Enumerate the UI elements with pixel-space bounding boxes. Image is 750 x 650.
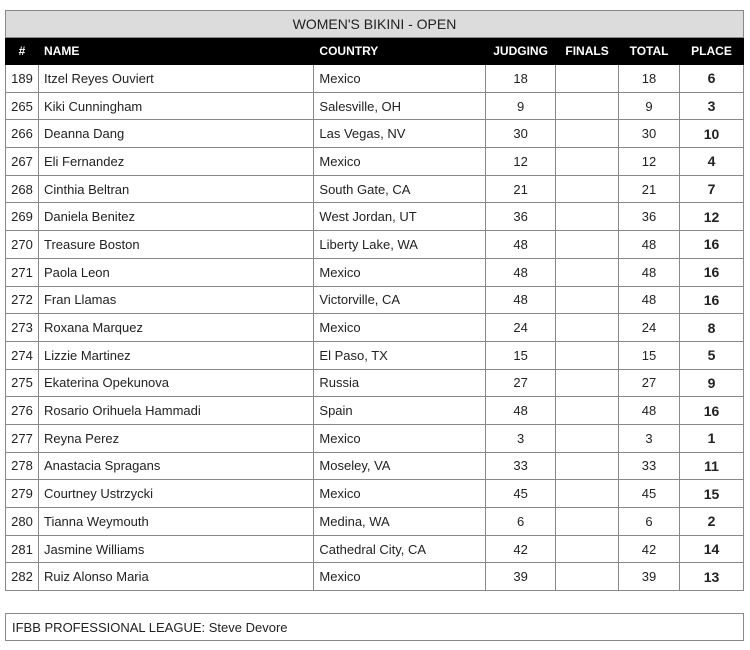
footer-official: IFBB PROFESSIONAL LEAGUE: Steve Devore — [5, 613, 744, 641]
cell-country: Liberty Lake, WA — [314, 231, 486, 259]
cell-finals — [556, 535, 619, 563]
cell-name: Kiki Cunningham — [38, 92, 313, 120]
cell-total: 36 — [619, 203, 680, 231]
cell-judging: 48 — [486, 231, 556, 259]
cell-country: Medina, WA — [314, 508, 486, 536]
cell-finals — [556, 148, 619, 176]
header-total: TOTAL — [619, 38, 680, 65]
cell-num: 265 — [6, 92, 39, 120]
cell-name: Courtney Ustrzycki — [38, 480, 313, 508]
cell-place: 11 — [680, 452, 744, 480]
table-row — [6, 258, 744, 286]
cell-place: 3 — [680, 92, 744, 120]
header-name: NAME — [38, 38, 313, 65]
cell-country: Mexico — [314, 314, 486, 342]
cell-num: 276 — [6, 397, 39, 425]
cell-judging: 48 — [486, 397, 556, 425]
table-row — [6, 148, 744, 176]
table-row — [6, 341, 744, 369]
cell-total: 45 — [619, 480, 680, 508]
cell-total: 24 — [619, 314, 680, 342]
cell-total: 3 — [619, 424, 680, 452]
table-row — [6, 452, 744, 480]
cell-judging: 48 — [486, 286, 556, 314]
cell-finals — [556, 480, 619, 508]
cell-num: 275 — [6, 369, 39, 397]
cell-judging: 18 — [486, 65, 556, 93]
cell-judging: 6 — [486, 508, 556, 536]
cell-num: 282 — [6, 563, 39, 591]
cell-name: Anastacia Spragans — [38, 452, 313, 480]
cell-place: 12 — [680, 203, 744, 231]
cell-total: 9 — [619, 92, 680, 120]
cell-place: 16 — [680, 258, 744, 286]
header-judging: JUDGING — [486, 38, 556, 65]
cell-finals — [556, 508, 619, 536]
cell-country: Spain — [314, 397, 486, 425]
cell-judging: 15 — [486, 341, 556, 369]
table-row — [6, 563, 744, 591]
cell-name: Roxana Marquez — [38, 314, 313, 342]
cell-judging: 39 — [486, 563, 556, 591]
cell-finals — [556, 120, 619, 148]
cell-country: Russia — [314, 369, 486, 397]
cell-finals — [556, 397, 619, 425]
cell-total: 33 — [619, 452, 680, 480]
table-row — [6, 369, 744, 397]
cell-num: 273 — [6, 314, 39, 342]
cell-place: 9 — [680, 369, 744, 397]
cell-num: 270 — [6, 231, 39, 259]
cell-name: Rosario Orihuela Hammadi — [38, 397, 313, 425]
cell-place: 4 — [680, 148, 744, 176]
cell-judging: 24 — [486, 314, 556, 342]
cell-place: 8 — [680, 314, 744, 342]
cell-name: Lizzie Martinez — [38, 341, 313, 369]
cell-judging: 3 — [486, 424, 556, 452]
cell-num: 272 — [6, 286, 39, 314]
table-row — [6, 508, 744, 536]
cell-place: 2 — [680, 508, 744, 536]
cell-country: Mexico — [314, 480, 486, 508]
cell-country: Moseley, VA — [314, 452, 486, 480]
cell-finals — [556, 65, 619, 93]
cell-place: 16 — [680, 286, 744, 314]
cell-place: 14 — [680, 535, 744, 563]
cell-num: 280 — [6, 508, 39, 536]
header-country: COUNTRY — [314, 38, 486, 65]
table-row — [6, 92, 744, 120]
cell-total: 6 — [619, 508, 680, 536]
cell-num: 267 — [6, 148, 39, 176]
table-row — [6, 535, 744, 563]
cell-num: 189 — [6, 65, 39, 93]
cell-name: Treasure Boston — [38, 231, 313, 259]
cell-country: El Paso, TX — [314, 341, 486, 369]
cell-total: 18 — [619, 65, 680, 93]
results-table — [5, 10, 744, 591]
table-row — [6, 175, 744, 203]
cell-place: 16 — [680, 397, 744, 425]
cell-judging: 30 — [486, 120, 556, 148]
table-title: WOMEN'S BIKINI - OPEN — [6, 11, 744, 38]
cell-name: Reyna Perez — [38, 424, 313, 452]
table-row — [6, 314, 744, 342]
cell-country: Las Vegas, NV — [314, 120, 486, 148]
cell-judging: 42 — [486, 535, 556, 563]
cell-finals — [556, 424, 619, 452]
cell-place: 16 — [680, 231, 744, 259]
cell-total: 39 — [619, 563, 680, 591]
cell-name: Deanna Dang — [38, 120, 313, 148]
cell-place: 10 — [680, 120, 744, 148]
cell-num: 269 — [6, 203, 39, 231]
cell-total: 21 — [619, 175, 680, 203]
cell-country: Cathedral City, CA — [314, 535, 486, 563]
cell-country: South Gate, CA — [314, 175, 486, 203]
cell-judging: 48 — [486, 258, 556, 286]
table-row — [6, 286, 744, 314]
cell-total: 48 — [619, 397, 680, 425]
cell-name: Ekaterina Opekunova — [38, 369, 313, 397]
cell-num: 266 — [6, 120, 39, 148]
cell-place: 6 — [680, 65, 744, 93]
cell-judging: 33 — [486, 452, 556, 480]
cell-finals — [556, 203, 619, 231]
cell-name: Tianna Weymouth — [38, 508, 313, 536]
cell-name: Paola Leon — [38, 258, 313, 286]
cell-judging: 36 — [486, 203, 556, 231]
cell-place: 13 — [680, 563, 744, 591]
cell-judging: 9 — [486, 92, 556, 120]
cell-finals — [556, 175, 619, 203]
cell-total: 48 — [619, 258, 680, 286]
cell-finals — [556, 231, 619, 259]
header-num: # — [6, 38, 39, 65]
table-row — [6, 480, 744, 508]
header-finals: FINALS — [556, 38, 619, 65]
cell-total: 15 — [619, 341, 680, 369]
cell-name: Fran Llamas — [38, 286, 313, 314]
cell-finals — [556, 369, 619, 397]
cell-judging: 27 — [486, 369, 556, 397]
cell-name: Jasmine Williams — [38, 535, 313, 563]
cell-num: 277 — [6, 424, 39, 452]
table-row — [6, 65, 744, 93]
cell-place: 1 — [680, 424, 744, 452]
table-row — [6, 397, 744, 425]
cell-num: 278 — [6, 452, 39, 480]
cell-total: 42 — [619, 535, 680, 563]
cell-name: Itzel Reyes Ouviert — [38, 65, 313, 93]
cell-country: Mexico — [314, 148, 486, 176]
cell-judging: 21 — [486, 175, 556, 203]
cell-finals — [556, 258, 619, 286]
cell-country: Mexico — [314, 424, 486, 452]
cell-num: 281 — [6, 535, 39, 563]
cell-judging: 45 — [486, 480, 556, 508]
cell-finals — [556, 563, 619, 591]
cell-country: Mexico — [314, 258, 486, 286]
cell-total: 48 — [619, 286, 680, 314]
cell-country: Mexico — [314, 563, 486, 591]
cell-total: 12 — [619, 148, 680, 176]
cell-country: West Jordan, UT — [314, 203, 486, 231]
cell-total: 30 — [619, 120, 680, 148]
cell-place: 15 — [680, 480, 744, 508]
cell-judging: 12 — [486, 148, 556, 176]
cell-place: 5 — [680, 341, 744, 369]
table-row — [6, 120, 744, 148]
cell-finals — [556, 452, 619, 480]
cell-country: Salesville, OH — [314, 92, 486, 120]
cell-place: 7 — [680, 175, 744, 203]
cell-country: Victorville, CA — [314, 286, 486, 314]
cell-finals — [556, 92, 619, 120]
header-place: PLACE — [680, 38, 744, 65]
table-row — [6, 231, 744, 259]
cell-finals — [556, 286, 619, 314]
cell-total: 48 — [619, 231, 680, 259]
cell-num: 268 — [6, 175, 39, 203]
cell-num: 271 — [6, 258, 39, 286]
table-row — [6, 424, 744, 452]
cell-name: Daniela Benitez — [38, 203, 313, 231]
cell-name: Cinthia Beltran — [38, 175, 313, 203]
cell-name: Eli Fernandez — [38, 148, 313, 176]
cell-country: Mexico — [314, 65, 486, 93]
cell-finals — [556, 314, 619, 342]
cell-num: 279 — [6, 480, 39, 508]
cell-total: 27 — [619, 369, 680, 397]
cell-name: Ruiz Alonso Maria — [38, 563, 313, 591]
cell-finals — [556, 341, 619, 369]
table-row — [6, 203, 744, 231]
cell-num: 274 — [6, 341, 39, 369]
